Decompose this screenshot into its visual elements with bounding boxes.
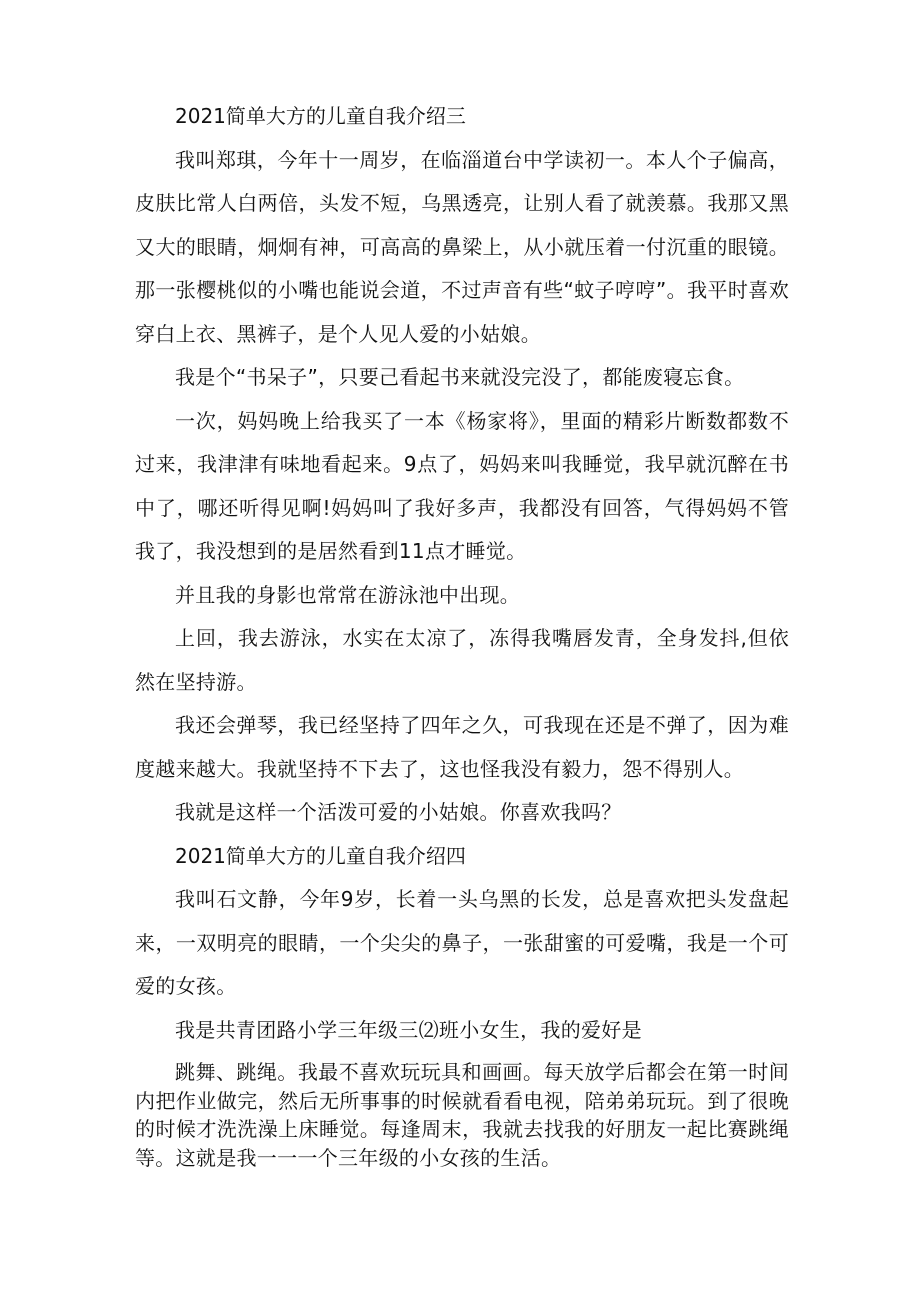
section-heading: 2021简单大方的儿童自我介绍四	[175, 843, 466, 868]
paragraph: 我是个“书呆子”，只要己看起书来就没完没了，都能废寝忘食。	[175, 365, 745, 389]
paragraph: 我就是这样一个活泼可爱的小姑娘。你喜欢我吗？	[175, 800, 622, 824]
paragraph: 并且我的身影也常常在游泳池中出现。	[175, 582, 521, 607]
paragraph: 我叫郑琪，今年十一周岁，在临淄道台中学读初一。本人个子偏高，皮肤比常人白两倍，头发不短，乌黑透亮，让别人看了就羡慕。我那又黑又大的眼睛，炯炯有神，可高高的鼻梁上，从小就压着一付沉重的眼镜。那一张樱桃似的小嘴也能说会道，不过声音有些“蚊子哼哼”。我平时喜欢穿白上衣、黑裤子，是个人见人爱的小姑娘。	[135, 147, 789, 346]
paragraph: 跳舞、跳绳。我最不喜欢玩玩具和画画。每天放学后都会在第一时间内把作业做完，然后无所事事的时候就看看电视，陪弟弟玩玩。到了很晚的时候才洗洗澡上床睡觉。每逢周末，我就去找我的好朋友一起比赛跳绳等。这就是我一一一个三年级的小女孩的生活。	[135, 1060, 789, 1170]
paragraph: 上回，我去游泳，水实在太凉了，冻得我嘴唇发青，全身发抖,但依然在坚持游。	[135, 626, 789, 694]
paragraph: 我还会弹琴，我已经坚持了四年之久，可我现在还是不弹了，因为难度越来越大。我就坚持不下去了，这也怪我没有毅力，怨不得别人。	[135, 713, 789, 781]
paragraph: 我是共青团路小学三年级三⑵班小女生，我的爱好是	[175, 1017, 642, 1042]
document-body	[135, 95, 789, 1172]
section-heading: 2021简单大方的儿童自我介绍三	[175, 104, 466, 128]
paragraph: 我叫石文静，今年9岁，长着一头乌黑的长发，总是喜欢把头发盘起来，一双明亮的眼睛，一个尖尖的鼻子，一张甜蜜的可爱嘴，我是一个可爱的女孩。	[135, 887, 789, 998]
paragraph: 一次，妈妈晚上给我买了一本《杨家将》，里面的精彩片断数都数不过来，我津津有味地看起来。9点了，妈妈来叫我睡觉，我早就沉醉在书中了，哪还听得见啊!妈妈叫了我好多声，我都没有回答，气得妈妈不管我了，我没想到的是居然看到11点才睡觉。	[135, 408, 789, 563]
